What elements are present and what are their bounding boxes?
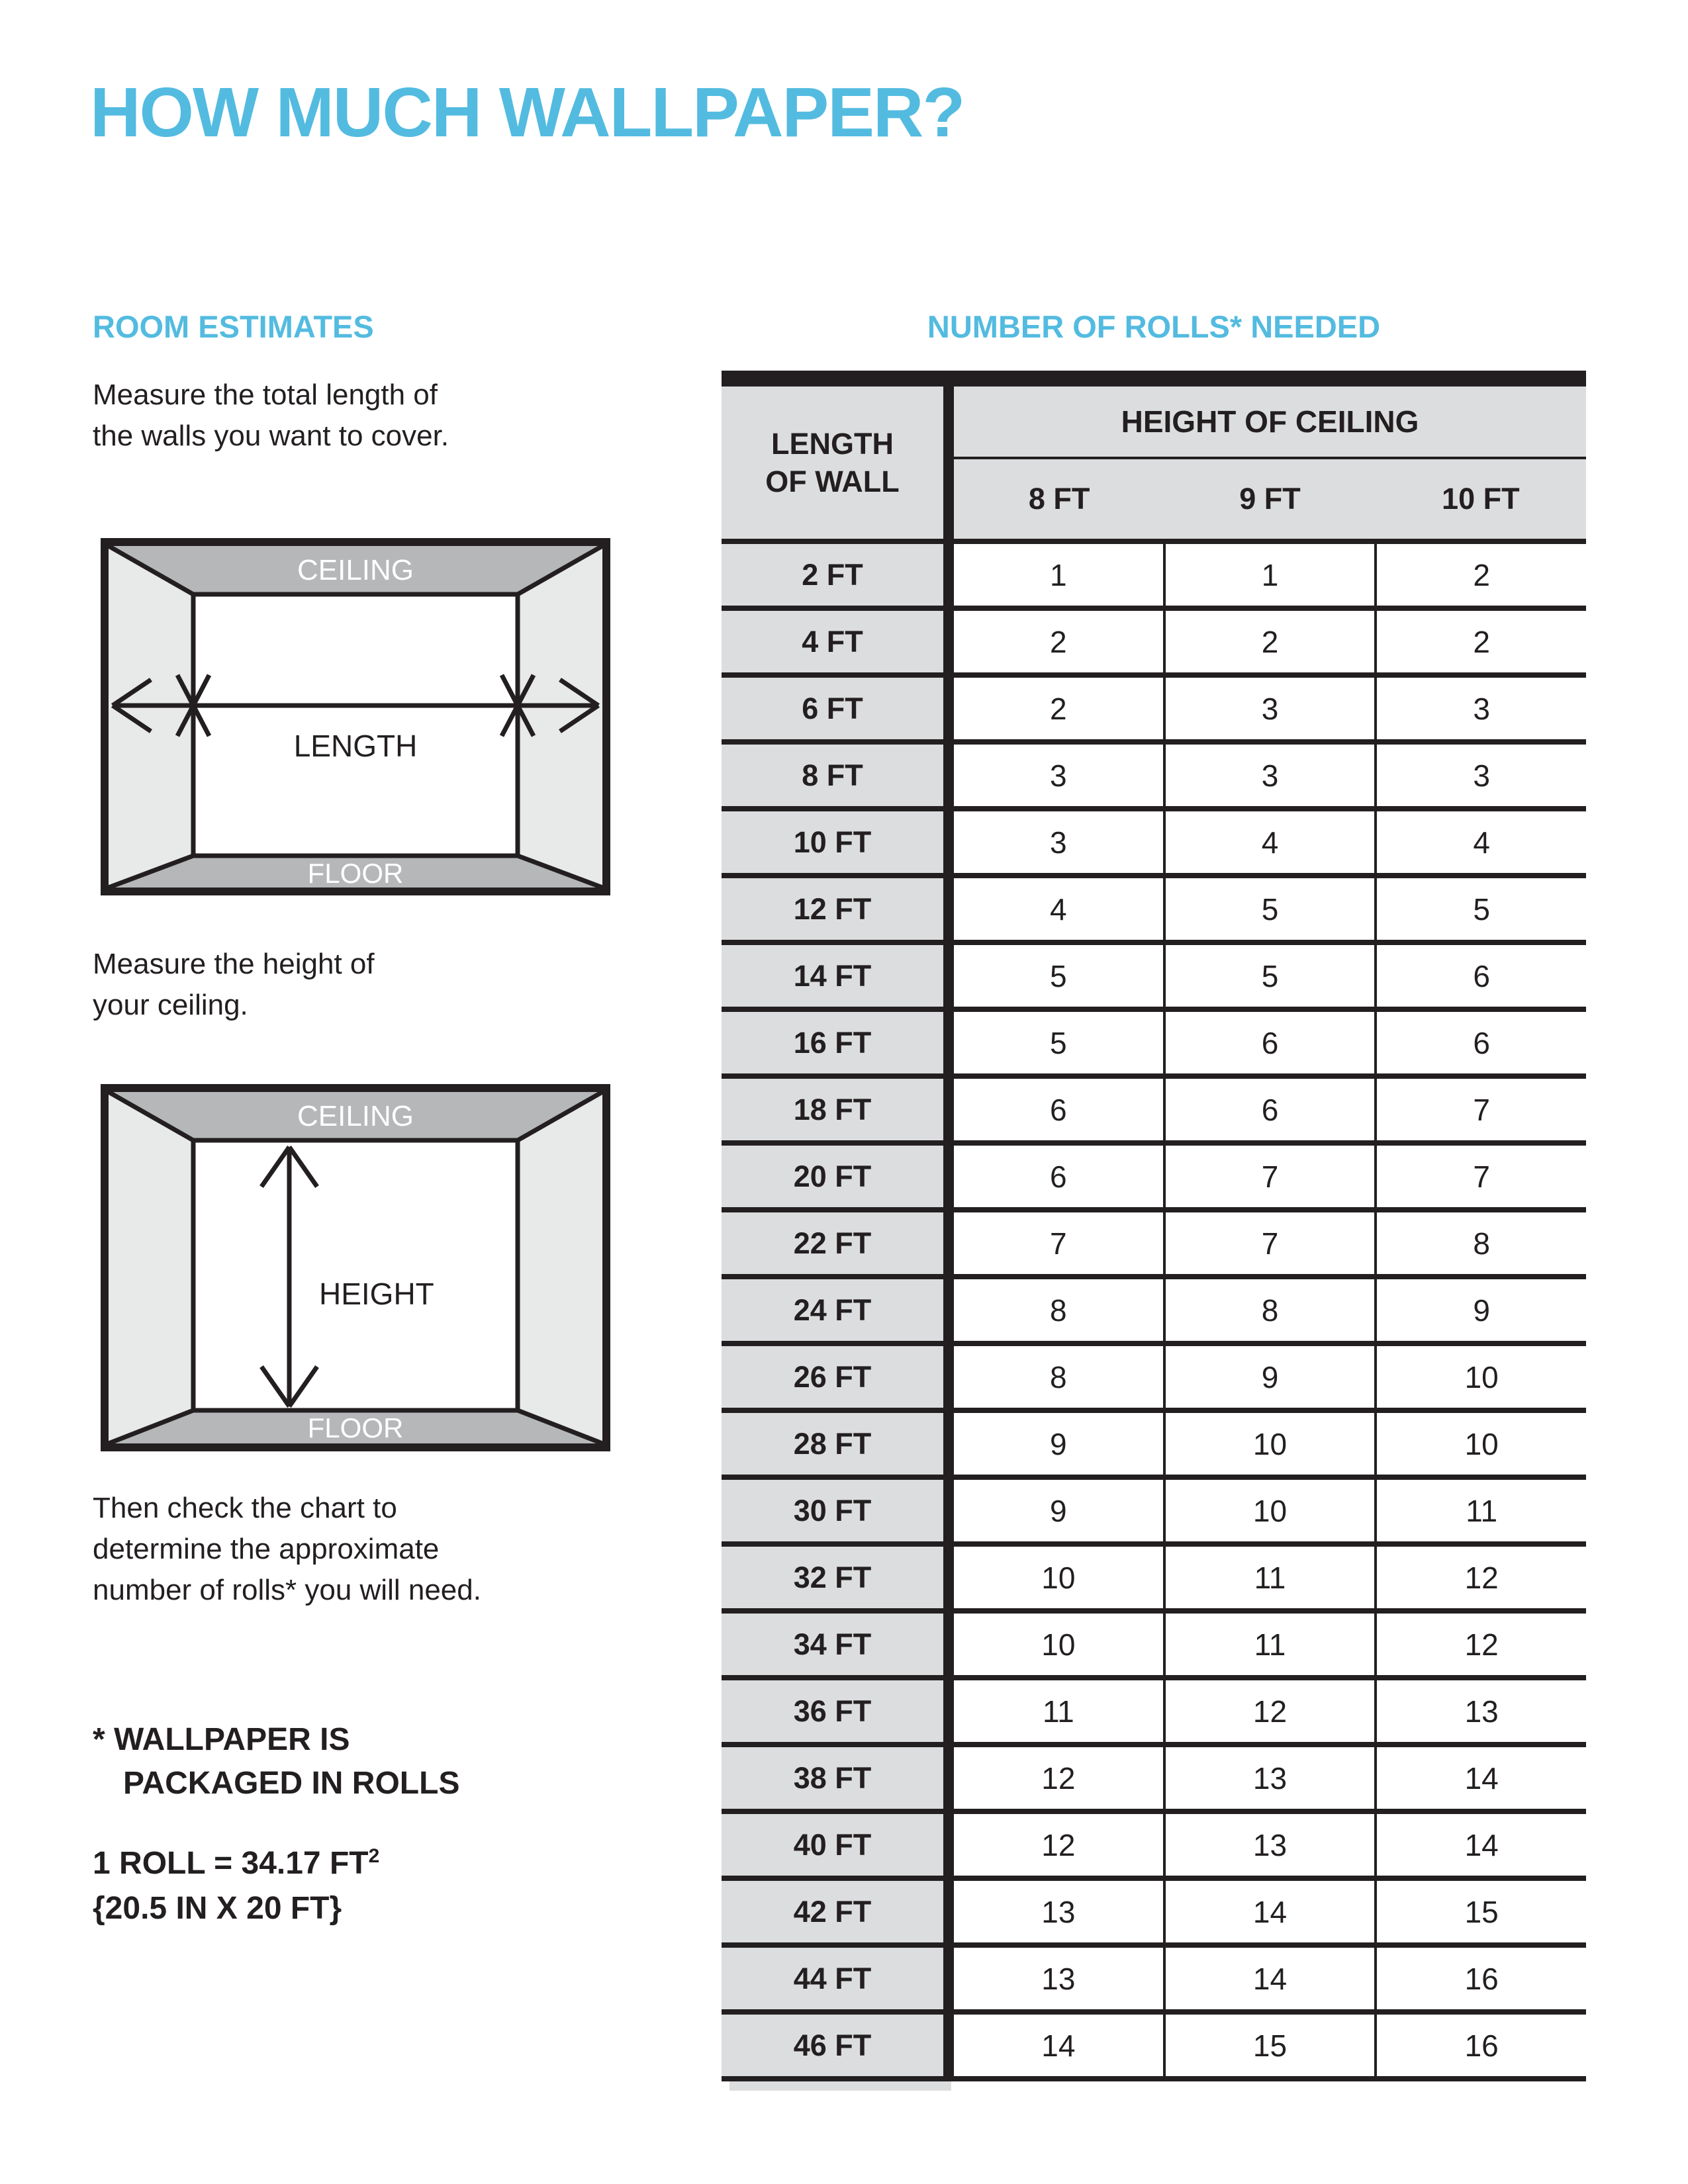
table-row — [722, 1747, 1586, 1814]
rolls-value-cell: 6 — [1374, 945, 1586, 1007]
rolls-value-cell: 13 — [1163, 1814, 1375, 1876]
row-label: 38 FT — [722, 1747, 954, 1809]
right-wall-panel — [518, 1092, 602, 1443]
rolls-value-cell: 2 — [954, 678, 1163, 739]
instruction-chart — [93, 1488, 481, 1611]
rolls-value-cell: 7 — [1163, 1146, 1375, 1207]
height-diagram — [101, 1084, 610, 1451]
row-label: 20 FT — [722, 1146, 954, 1207]
table-row — [722, 1279, 1586, 1346]
table-understrip — [729, 2081, 951, 2091]
left-wall-panel — [109, 1092, 193, 1443]
rolls-value-cell: 10 — [1163, 1480, 1375, 1541]
rolls-value-cell: 3 — [954, 811, 1163, 873]
rolls-value-cell: 12 — [1374, 1614, 1586, 1675]
rolls-value-cell: 5 — [1374, 878, 1586, 940]
instruction-height — [93, 944, 375, 1026]
row-label: 28 FT — [722, 1413, 954, 1475]
rolls-value-cell: 14 — [954, 2015, 1163, 2076]
row-label: 2 FT — [722, 544, 954, 606]
rolls-value-cell: 9 — [954, 1480, 1163, 1541]
rolls-value-cell: 12 — [1374, 1547, 1586, 1608]
rolls-value-cell: 16 — [1374, 1948, 1586, 2009]
rolls-value-cell: 5 — [954, 1012, 1163, 1073]
rolls-value-cell: 13 — [954, 1948, 1163, 2009]
instruction-chart-line3: number of rolls* you will need. — [93, 1574, 481, 1606]
rolls-value-cell: 8 — [954, 1346, 1163, 1408]
rolls-value-cell: 11 — [954, 1680, 1163, 1742]
table-row — [722, 1547, 1586, 1614]
rolls-value-cell: 14 — [1163, 1948, 1375, 2009]
rolls-value-cell: 4 — [954, 878, 1163, 940]
row-label: 18 FT — [722, 1079, 954, 1140]
rolls-value-cell: 9 — [954, 1413, 1163, 1475]
room-estimates-heading: ROOM ESTIMATES — [93, 309, 374, 344]
rolls-value-cell: 5 — [954, 945, 1163, 1007]
length-of-wall-line2: OF WALL — [765, 465, 900, 498]
rolls-value-cell: 3 — [1374, 745, 1586, 806]
rolls-value-cell: 7 — [954, 1212, 1163, 1274]
ceiling-label: CEILING — [297, 1100, 414, 1132]
rolls-value-cell: 16 — [1374, 2015, 1586, 2076]
ceiling-height-subheaders — [954, 459, 1586, 539]
floor-label: FLOOR — [307, 858, 404, 889]
table-row — [722, 1146, 1586, 1212]
rolls-value-cell: 10 — [1163, 1413, 1375, 1475]
footnote-line2: PACKAGED IN ROLLS — [123, 1766, 460, 1801]
rolls-value-cell: 14 — [1374, 1814, 1586, 1876]
right-wall-panel — [518, 546, 602, 887]
rolls-value-cell: 9 — [1163, 1346, 1375, 1408]
rolls-value-cell: 1 — [954, 544, 1163, 606]
rolls-value-cell: 15 — [1163, 2015, 1375, 2076]
table-row — [722, 1346, 1586, 1413]
row-label: 44 FT — [722, 1948, 954, 2009]
row-label: 36 FT — [722, 1680, 954, 1742]
rolls-value-cell: 13 — [1163, 1747, 1375, 1809]
back-wall — [193, 594, 518, 856]
rolls-needed-heading: NUMBER OF ROLLS* NEEDED — [927, 309, 1381, 344]
rolls-value-cell: 1 — [1163, 544, 1375, 606]
table-top-bar — [722, 371, 1586, 387]
instruction-length-line1: Measure the total length of — [93, 379, 438, 411]
table-row — [722, 945, 1586, 1012]
rolls-value-cell: 11 — [1163, 1614, 1375, 1675]
table-row — [722, 1079, 1586, 1146]
row-label: 30 FT — [722, 1480, 954, 1541]
rolls-value-cell: 4 — [1163, 811, 1375, 873]
table-row — [722, 1012, 1586, 1079]
table-row — [722, 1948, 1586, 2015]
row-label: 22 FT — [722, 1212, 954, 1274]
height-of-ceiling-header — [954, 387, 1586, 539]
rolls-value-cell: 6 — [1163, 1012, 1375, 1073]
instruction-height-line1: Measure the height of — [93, 948, 375, 980]
rolls-value-cell: 10 — [1374, 1413, 1586, 1475]
rolls-value-cell: 13 — [954, 1881, 1163, 1942]
rolls-value-cell: 14 — [1374, 1747, 1586, 1809]
row-label: 4 FT — [722, 611, 954, 672]
table-row — [722, 1814, 1586, 1881]
rolls-value-cell: 8 — [954, 1279, 1163, 1341]
rolls-value-cell: 12 — [954, 1814, 1163, 1876]
ceiling-label: CEILING — [297, 554, 414, 586]
instruction-length-line2: the walls you want to cover. — [93, 420, 449, 452]
rolls-value-cell: 3 — [954, 745, 1163, 806]
rolls-value-cell: 7 — [1163, 1212, 1375, 1274]
row-label: 40 FT — [722, 1814, 954, 1876]
height-label: HEIGHT — [319, 1277, 434, 1311]
length-diagram — [101, 538, 610, 895]
length-label: LENGTH — [293, 729, 418, 763]
rolls-value-cell: 2 — [954, 611, 1163, 672]
table-row — [722, 1480, 1586, 1547]
row-label: 10 FT — [722, 811, 954, 873]
length-of-wall-header — [722, 387, 954, 539]
col-header-10ft: 10 FT — [1442, 482, 1520, 516]
roll-size-info — [93, 1841, 379, 1931]
rolls-value-cell: 7 — [1374, 1146, 1586, 1207]
left-wall-panel — [109, 546, 193, 887]
rolls-value-cell: 3 — [1163, 678, 1375, 739]
table-row — [722, 811, 1586, 878]
wallpaper-footnote — [93, 1718, 459, 1805]
rolls-value-cell: 11 — [1163, 1547, 1375, 1608]
table-row — [722, 611, 1586, 678]
col-header-8ft: 8 FT — [1028, 482, 1090, 516]
squared-superscript: 2 — [368, 1845, 380, 1867]
rolls-value-cell: 5 — [1163, 945, 1375, 1007]
row-label: 26 FT — [722, 1346, 954, 1408]
rolls-value-cell: 10 — [954, 1614, 1163, 1675]
instruction-height-line2: your ceiling. — [93, 989, 248, 1021]
row-label: 32 FT — [722, 1547, 954, 1608]
rolls-value-cell: 10 — [1374, 1346, 1586, 1408]
col-header-9ft: 9 FT — [1239, 482, 1301, 516]
table-row — [722, 1881, 1586, 1948]
rolls-value-cell: 8 — [1163, 1279, 1375, 1341]
rolls-value-cell: 6 — [954, 1079, 1163, 1140]
table-row — [722, 878, 1586, 945]
floor-label: FLOOR — [307, 1412, 404, 1443]
rolls-value-cell: 5 — [1163, 878, 1375, 940]
table-row — [722, 1680, 1586, 1747]
rolls-value-cell: 12 — [1163, 1680, 1375, 1742]
row-label: 42 FT — [722, 1881, 954, 1942]
rolls-value-cell: 2 — [1163, 611, 1375, 672]
rolls-value-cell: 7 — [1374, 1079, 1586, 1140]
rolls-value-cell: 6 — [1374, 1012, 1586, 1073]
rolls-value-cell: 10 — [954, 1547, 1163, 1608]
page-title: HOW MUCH WALLPAPER? — [90, 73, 964, 152]
rolls-value-cell: 3 — [1163, 745, 1375, 806]
table-header — [722, 387, 1586, 544]
table-row — [722, 1413, 1586, 1480]
instruction-chart-line2: determine the approximate — [93, 1533, 440, 1565]
instruction-chart-line1: Then check the chart to — [93, 1492, 397, 1524]
row-label: 24 FT — [722, 1279, 954, 1341]
table-row — [722, 544, 1586, 611]
rolls-value-cell: 2 — [1374, 611, 1586, 672]
rolls-value-cell: 8 — [1374, 1212, 1586, 1274]
row-label: 14 FT — [722, 945, 954, 1007]
roll-size-line1: 1 ROLL = 34.17 $FT^2$ — [93, 1845, 380, 1881]
length-of-wall-line1: LENGTH — [771, 427, 894, 461]
rolls-value-cell: 9 — [1374, 1279, 1586, 1341]
rolls-table — [722, 371, 1586, 2091]
table-row — [722, 745, 1586, 811]
row-label: 6 FT — [722, 678, 954, 739]
row-label: 16 FT — [722, 1012, 954, 1073]
row-label: 46 FT — [722, 2015, 954, 2076]
table-row — [722, 678, 1586, 745]
roll-size-line2: {20.5 IN X 20 FT} — [93, 1891, 342, 1926]
rolls-value-cell: 6 — [1163, 1079, 1375, 1140]
height-of-ceiling-label: HEIGHT OF CEILING — [954, 387, 1586, 459]
rolls-value-cell: 15 — [1374, 1881, 1586, 1942]
row-label: 34 FT — [722, 1614, 954, 1675]
row-label: 12 FT — [722, 878, 954, 940]
rolls-value-cell: 2 — [1374, 544, 1586, 606]
table-body — [722, 544, 1586, 2081]
rolls-value-cell: 11 — [1374, 1480, 1586, 1541]
rolls-value-cell: 4 — [1374, 811, 1586, 873]
footnote-line1: * WALLPAPER IS — [93, 1722, 350, 1757]
rolls-value-cell: 14 — [1163, 1881, 1375, 1942]
rolls-value-cell: 3 — [1374, 678, 1586, 739]
table-row — [722, 2015, 1586, 2081]
back-wall — [193, 1140, 518, 1410]
instruction-length — [93, 375, 449, 457]
row-label: 8 FT — [722, 745, 954, 806]
rolls-value-cell: 12 — [954, 1747, 1163, 1809]
rolls-value-cell: 13 — [1374, 1680, 1586, 1742]
table-row — [722, 1614, 1586, 1680]
table-row — [722, 1212, 1586, 1279]
rolls-value-cell: 6 — [954, 1146, 1163, 1207]
